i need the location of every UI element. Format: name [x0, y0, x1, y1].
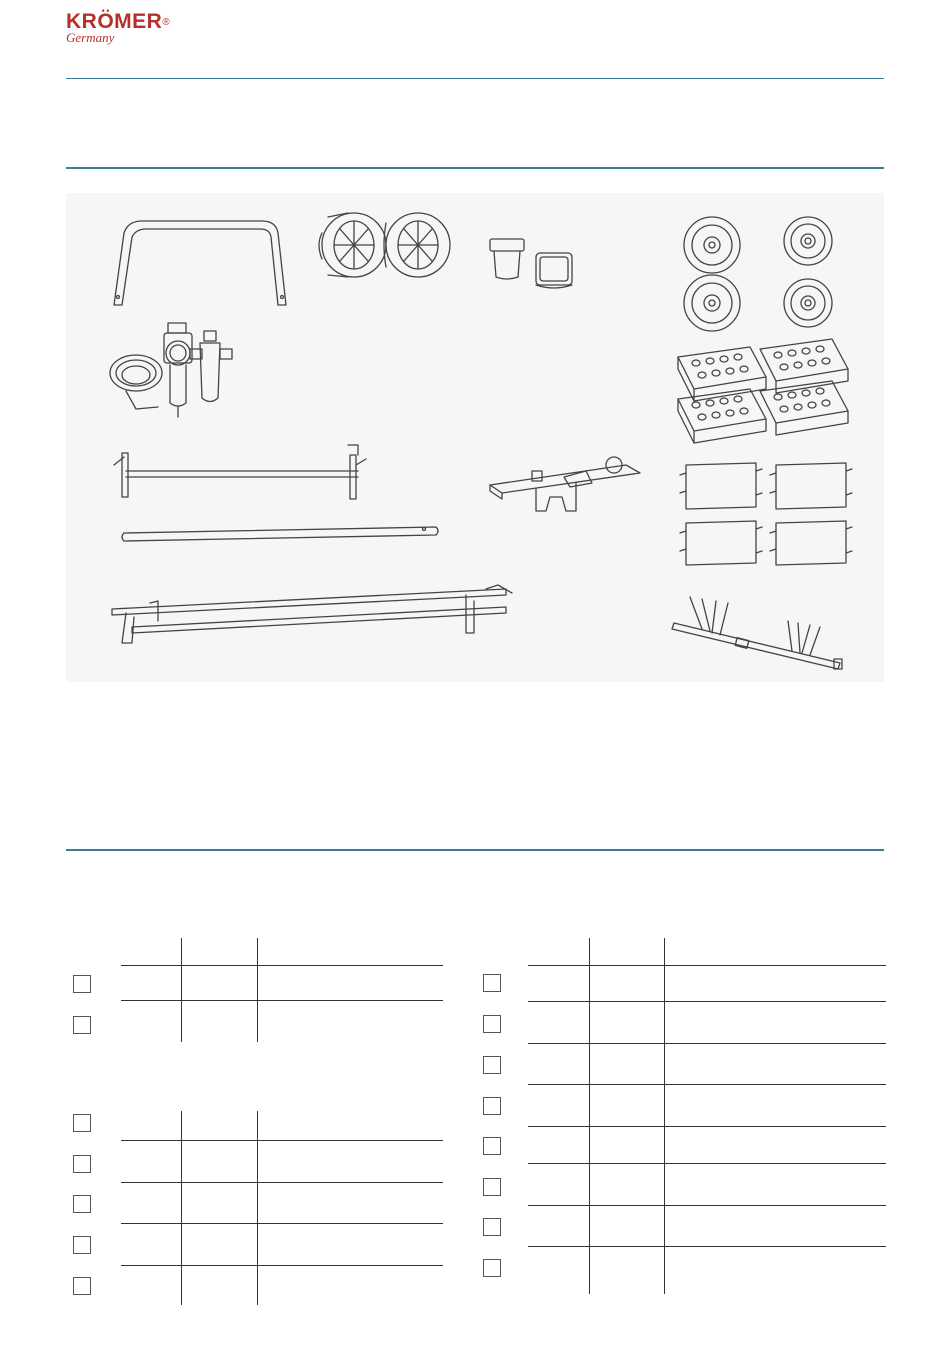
checkbox[interactable] — [73, 1016, 91, 1034]
checkbox[interactable] — [73, 1155, 91, 1173]
hook-plates-icon — [680, 463, 852, 565]
column-divider — [181, 938, 182, 1042]
parts-illustration — [66, 193, 884, 682]
checkbox[interactable] — [483, 1056, 501, 1074]
row-divider — [121, 965, 443, 966]
row-divider — [121, 1140, 443, 1141]
brand-subtitle: Germany — [66, 30, 115, 45]
row-divider — [528, 1001, 886, 1002]
checkbox[interactable] — [483, 1259, 501, 1277]
clamp-bracket-icon — [490, 457, 640, 511]
checkbox[interactable] — [73, 1277, 91, 1295]
row-divider — [528, 1205, 886, 1206]
brand-name: KRÖMER — [66, 10, 163, 33]
checkbox[interactable] — [483, 1097, 501, 1115]
t-bar-rod-icon — [114, 445, 366, 499]
air-filter-regulator-icon — [110, 323, 232, 417]
checkbox[interactable] — [483, 1015, 501, 1033]
row-divider — [528, 965, 886, 966]
row-divider — [528, 1246, 886, 1247]
u-handle-icon — [114, 221, 286, 305]
checkbox[interactable] — [483, 974, 501, 992]
row-divider — [121, 1182, 443, 1183]
checkbox[interactable] — [483, 1137, 501, 1155]
checkbox[interactable] — [73, 1114, 91, 1132]
checkbox[interactable] — [483, 1178, 501, 1196]
straight-rod-icon — [122, 527, 438, 541]
row-divider — [528, 1043, 886, 1044]
row-divider — [528, 1126, 886, 1127]
column-divider — [664, 938, 665, 1294]
rubber-pads-icon — [678, 339, 848, 443]
section-divider-middle — [66, 849, 884, 851]
fork-bar-icon — [672, 597, 842, 669]
row-divider — [121, 1223, 443, 1224]
column-divider — [257, 938, 258, 1042]
checkbox[interactable] — [483, 1218, 501, 1236]
row-divider — [121, 1000, 443, 1001]
row-divider — [528, 1084, 886, 1085]
registered-mark: ® — [162, 17, 171, 28]
section-divider-top — [66, 167, 884, 169]
row-divider — [121, 1265, 443, 1266]
row-divider — [528, 1163, 886, 1164]
long-hook-bar-icon — [112, 585, 512, 643]
header-divider — [66, 78, 884, 79]
checkbox[interactable] — [73, 1236, 91, 1254]
checkbox[interactable] — [73, 975, 91, 993]
brand-logo — [66, 10, 170, 45]
roller-wheels-icon — [319, 213, 450, 277]
column-divider — [589, 938, 590, 1294]
small-wheels-icon — [684, 217, 832, 331]
rubber-caps-icon — [490, 239, 572, 288]
checkbox[interactable] — [73, 1195, 91, 1213]
